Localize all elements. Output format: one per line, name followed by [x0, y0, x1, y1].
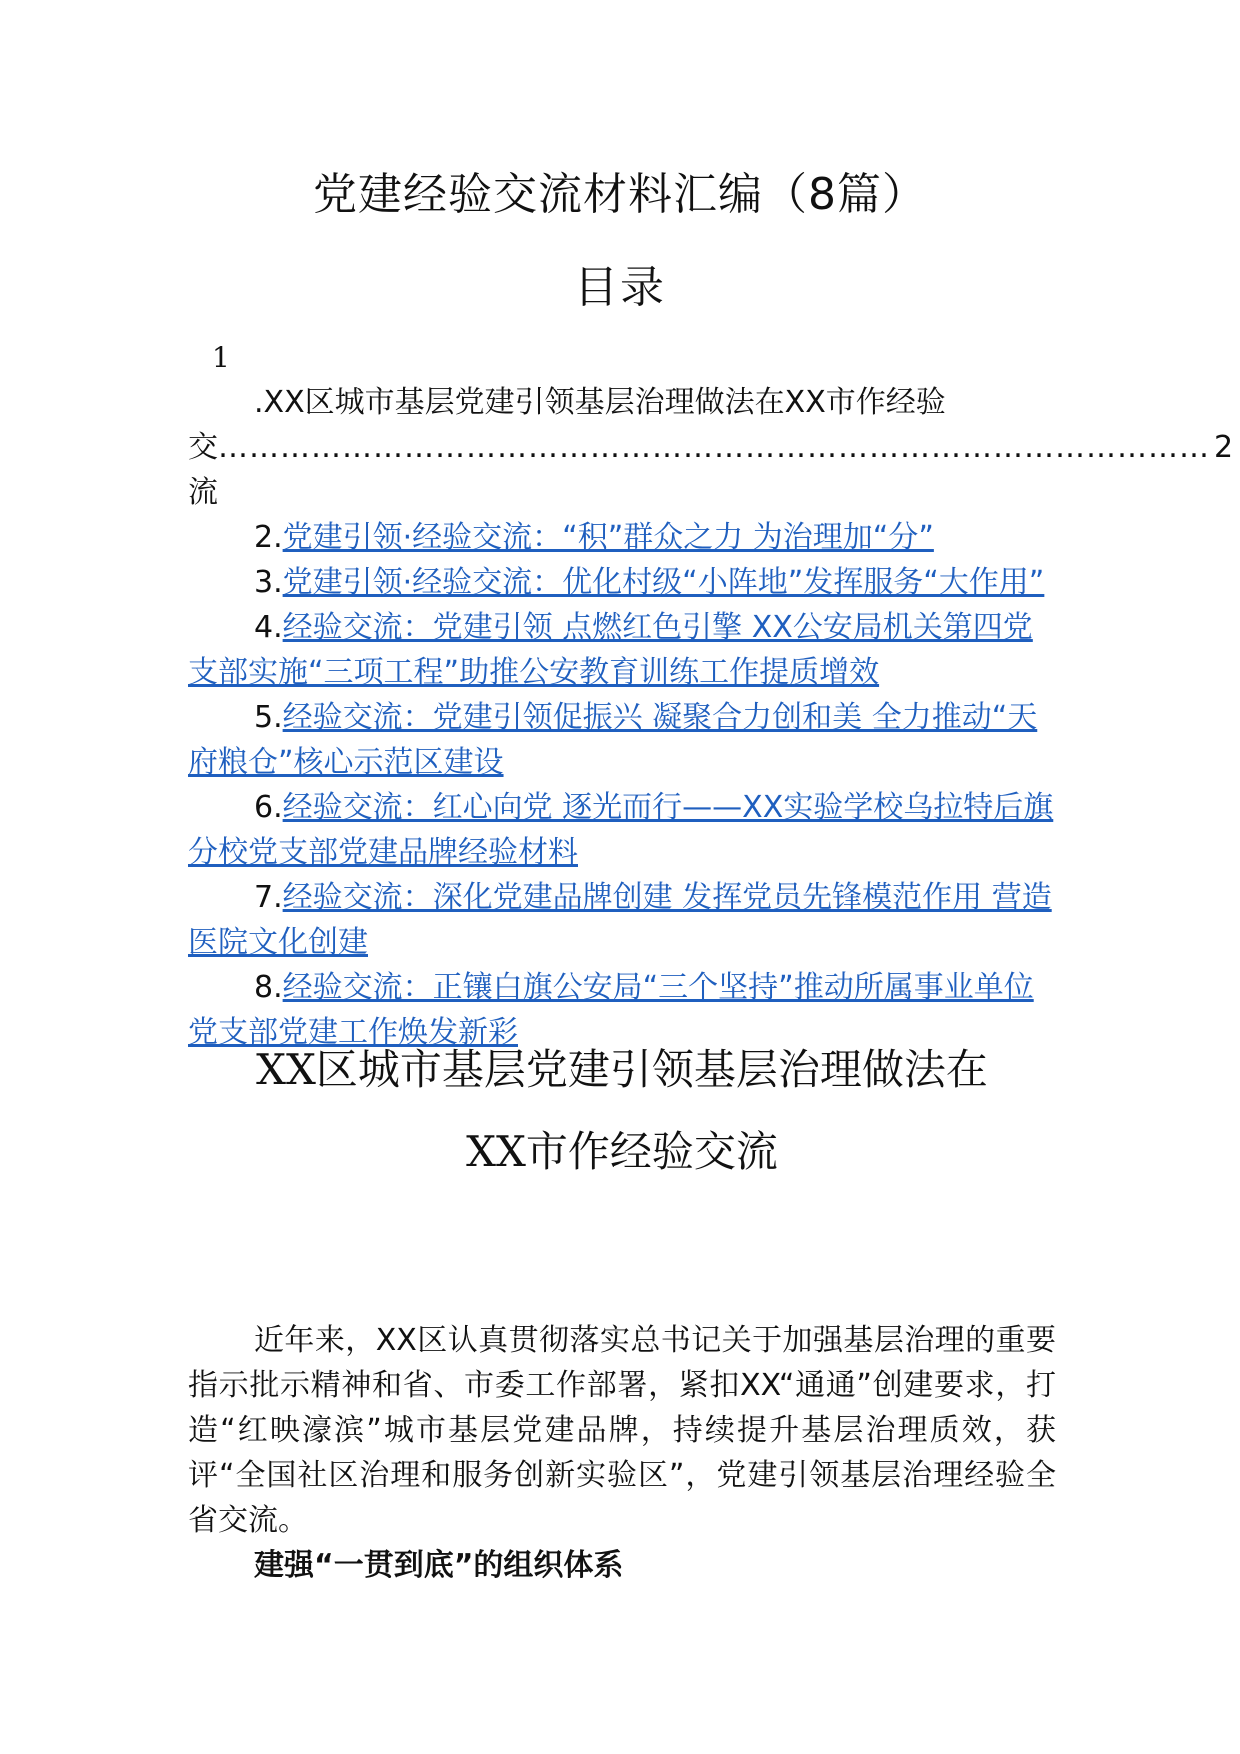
- toc-heading: 目录: [574, 262, 666, 313]
- toc-link-8[interactable]: 经验交流：正镶白旗公安局“三个坚持”推动所属事业单位党支部党建工作焕发新彩: [188, 970, 1034, 1050]
- toc-item-2-number: 2.: [254, 520, 283, 555]
- toc-item-7: [188, 875, 1056, 965]
- toc-item-6-number: 6.: [254, 790, 283, 825]
- toc-item-1[interactable]: [188, 380, 1056, 425]
- document-title: 党建经验交流材料汇编（8篇）: [313, 169, 927, 220]
- toc-item-6: [188, 785, 1056, 875]
- toc-item-3: [188, 560, 1056, 605]
- section-title-line-2-latin: XX: [466, 1127, 526, 1176]
- toc-item-3-number: 3.: [254, 565, 283, 600]
- toc-first-number: 1: [212, 341, 230, 374]
- toc-item-1-leader: [188, 425, 1234, 515]
- toc-item-7-number: 7.: [254, 880, 283, 915]
- toc-item-4: [188, 605, 1056, 695]
- toc-link-6[interactable]: 经验交流：红心向党 逐光而行——XX实验学校乌拉特后旗分校党支部党建品牌经验材料: [188, 790, 1054, 870]
- toc-item-8-number: 8.: [254, 970, 283, 1005]
- section-title-line-2-rest: 市作经验交流: [525, 1127, 778, 1176]
- section-body: [188, 1318, 1056, 1588]
- toc-item-2: [188, 515, 1056, 560]
- toc-item-1-text: .XX区城市基层党建引领基层治理做法在XX市作经验: [254, 385, 946, 420]
- intro-paragraph: 近年来，XX区认真贯彻落实总书记关于加强基层治理的重要指示批示精神和省、市委工作部署，紧扣XX“通通”创建要求，打造“红映濠滨”城市基层党建品牌，持续提升基层治理质效，获评“全国社区治理和服务创新实验区”，党建引领基层治理经验全省交流。: [188, 1323, 1056, 1538]
- toc-link-7[interactable]: 经验交流：深化党建品牌创建 发挥党员先锋模范作用 营造医院文化创建: [188, 880, 1052, 960]
- toc-item-4-number: 4.: [254, 610, 283, 645]
- section-title-line-1: [188, 1040, 1056, 1100]
- toc-link-4[interactable]: 经验交流：党建引领 点燃红色引擎 XX公安局机关第四党支部实施“三项工程”助推公安教育训练工作提质增效: [188, 610, 1033, 690]
- section-title-line-1-latin: XX: [256, 1045, 316, 1094]
- section-title-line-2: [188, 1122, 1056, 1182]
- toc-item-5-number: 5.: [254, 700, 283, 735]
- section-title-line-1-rest: 区城市基层党建引领基层治理做法在: [315, 1045, 988, 1094]
- toc-link-2[interactable]: 党建引领·经验交流：“积”群众之力 为治理加“分”: [282, 520, 934, 555]
- toc-item-5: [188, 695, 1056, 785]
- toc-item-1-page: 2: [1214, 430, 1234, 465]
- toc-link-3[interactable]: 党建引领·经验交流：优化村级“小阵地”发挥服务“大作用”: [282, 565, 1045, 600]
- toc-leader-dots: ……………………………………………………………………………………: [218, 430, 1210, 465]
- section-subheading: 建强“一贯到底”的组织体系: [254, 1548, 624, 1583]
- toc-item-1-tail: 交流: [188, 430, 218, 510]
- toc-link-5[interactable]: 经验交流：党建引领促振兴 凝聚合力创和美 全力推动“天府粮仓”核心示范区建设: [188, 700, 1038, 780]
- table-of-contents: [188, 380, 1234, 1055]
